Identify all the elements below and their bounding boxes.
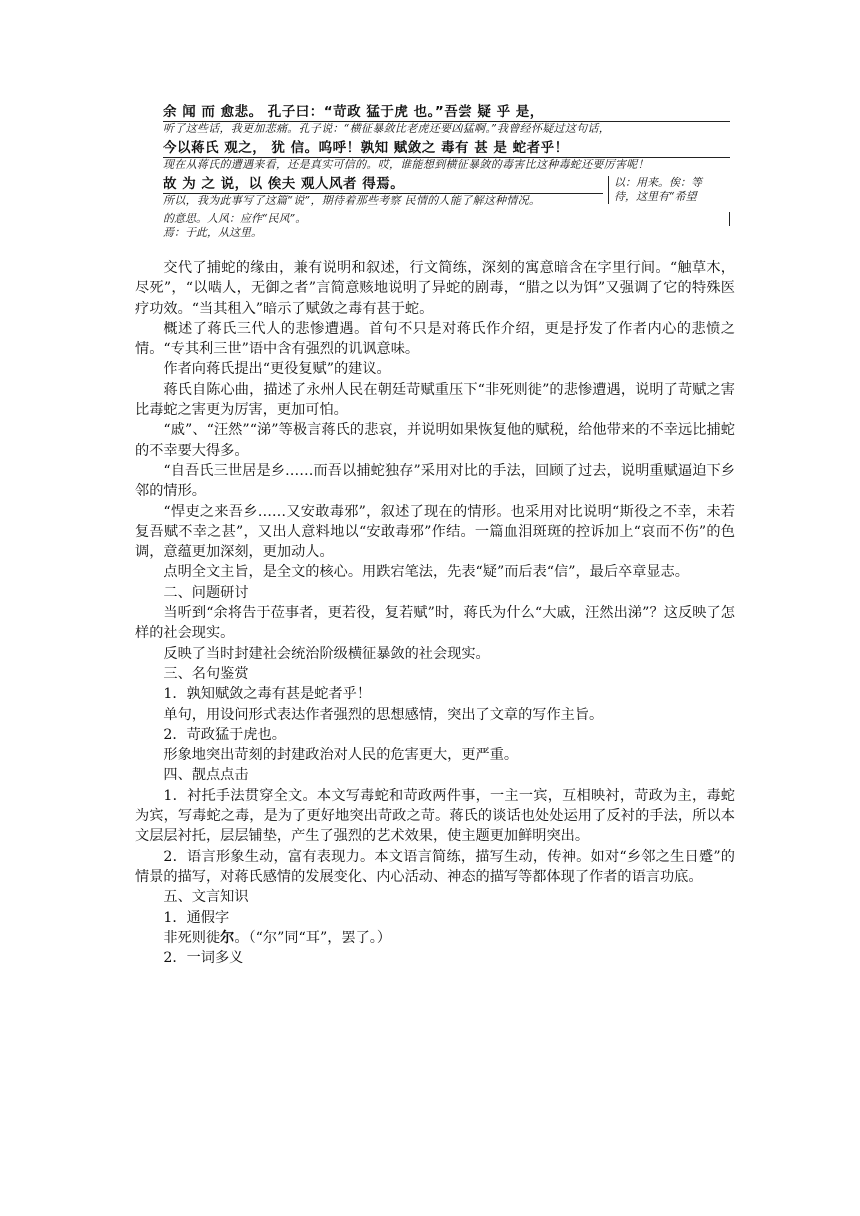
paragraph: 概述了蒋氏三代人的悲惨遭遇。首句不只是对蒋氏作介绍，更是抒发了作者内心的悲愤之情。“专其利三世”语中含有强烈的讥讽意味。 (135, 320, 735, 358)
paragraph: “悍吏之来吾乡……又安敢毒邪”，叙述了现在的情形。也采用对比说明“斯役之不幸，未若复吾赋不幸之甚”，又出人意料地以“安敢毒邪”作结。一篇血泪斑斑的控诉加上“哀而不伤”的色调，意蕴更加深刻，更加动人。 (135, 503, 735, 561)
scanned-annotated-text (163, 104, 730, 240)
tongjia-example (135, 928, 735, 948)
original-text-line: 余 闻 而 愈悲。 孔子曰：“苛政 猛于虎 也。”吾尝 疑 乎 是， (163, 104, 544, 120)
section-heading: 五、文言知识 (163, 889, 249, 906)
section-heading: 四、靓点点击 (163, 767, 249, 784)
body-text (135, 258, 735, 968)
paragraph: 形象地突出苛刻的封建政治对人民的危害更大，更严重。 (163, 747, 519, 764)
translation-text-line: 听了这些话，我更加悲痛。孔子说：“横征暴敛比老虎还要凶猛啊。”我曾经怀疑过这句话， (163, 121, 730, 136)
paragraph: 反映了当时封建社会统治阶级横征暴敛的社会现实。 (163, 645, 490, 662)
paragraph: 当听到“余将告于莅事者，更若役，复若赋”时，蒋氏为什么“大戚，汪然出涕”？这反映了怎样的社会现实。 (135, 605, 735, 642)
section-heading: 三、名句鉴赏 (163, 665, 249, 682)
list-item: 2．苛政猛于虎也。 (163, 726, 286, 743)
translation-text-line: 所以，我为此事写了这篇“说”，期待着那些考察 民情的人能了解这种情况。 (163, 193, 603, 208)
side-note-line: 待，这里有“希望 (614, 190, 697, 203)
translation-text-line: 现在从蒋氏的遭遇来看，还是真实可信的。哎，谁能想到横征暴敛的毒害比这种毒蛇还要厉害呢！ (163, 157, 730, 172)
annotated-row-1 (163, 104, 730, 136)
paragraph: 交代了捕蛇的缘由，兼有说明和叙述，行文简练，深刻的寓意暗含在字里行间。“触草木，尽死”，“以啮人，无御之者”言简意赅地说明了异蛇的剧毒，“腊之以为饵”又强调了它的特殊医疗功效。“当其租入”暗示了赋敛之毒有甚于蛇。 (135, 260, 735, 317)
example-prefix: 非死则徙 (163, 929, 221, 946)
paragraph: 作者向蒋氏提出“更役复赋”的建议。 (163, 361, 391, 378)
paragraph: 单句，用设问形式表达作者强烈的思想感情，突出了文章的写作主旨。 (163, 706, 604, 723)
emphasized-char: 尔 (220, 929, 235, 946)
note-line: 焉：于此，从这里。 (163, 226, 262, 239)
example-suffix: 。（“尔”同“耳”，罢了。） (234, 929, 392, 946)
note-line: 的意思。人风：应作“民风”。 (163, 212, 730, 226)
side-note-line: 以：用来。俟：等 (614, 176, 702, 189)
paragraph: 2．语言形象生动，富有表现力。本文语言简练，描写生动，传神。如对“乡邻之生日蹙”的情景的描写，对蒋氏感情的发展变化、内心活动、神态的描写等都体现了作者的语言功底。 (135, 848, 735, 885)
paragraph: 蒋氏自陈心曲，描述了永州人民在朝廷苛赋重压下“非死则徙”的悲惨遭遇，说明了苛赋之害比毒蛇之害更为厉害，更加可怕。 (135, 381, 735, 419)
original-text-line: 故 为 之 说，以 俟夫 观人风者 得焉。 (163, 176, 405, 192)
section-heading: 二、问题研讨 (163, 584, 249, 601)
list-item: 2．一词多义 (163, 950, 244, 967)
paragraph: 点明全文主旨，是全文的核心。用跌宕笔法，先表“疑”而后表“信”，最后卒章显志。 (163, 564, 689, 581)
annotated-row-3 (163, 176, 730, 208)
note-continuation (163, 212, 730, 240)
original-text-line: 今以蒋氏 观之， 犹 信。呜呼！孰知 赋敛之 毒有 甚 是 蛇者乎！ (163, 140, 569, 156)
annotated-row-2 (163, 140, 730, 172)
paragraph: “戚”、“汪然”“涕”等极言蒋氏的悲哀，并说明如果恢复他的赋税，给他带来的不幸远比捕蛇的不幸要大得多。 (135, 422, 735, 459)
paragraph: 1．衬托手法贯穿全文。本文写毒蛇和苛政两件事，一主一宾，互相映衬，苛政为主，毒蛇为宾，写毒蛇之毒，是为了更好地突出苛政之苛。蒋氏的谈话也处处运用了反衬的手法，所以本文层层衬托，层层铺垫，产生了强烈的艺术效果，使主题更加鲜明突出。 (135, 787, 735, 845)
list-item: 1．通假字 (163, 909, 230, 926)
paragraph: “自吾氏三世居是乡……而吾以捕蛇独存”采用对比的手法，回顾了过去，说明重赋逼迫下乡邻的情形。 (135, 462, 735, 500)
list-item: 1．孰知赋敛之毒有甚是蛇者乎！ (163, 686, 372, 703)
side-note (608, 176, 736, 204)
